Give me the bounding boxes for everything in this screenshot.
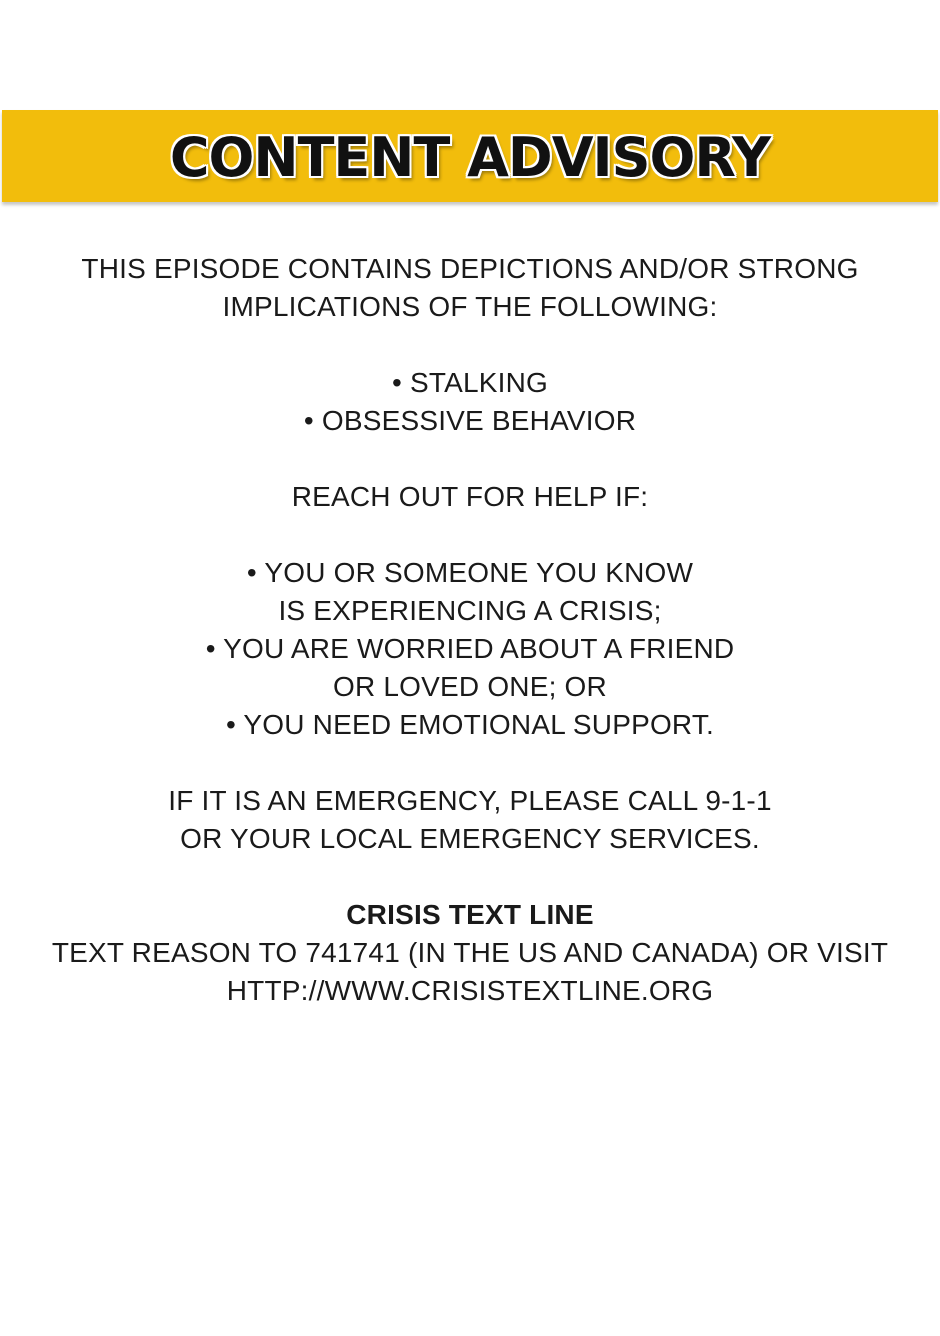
- crisis-line-url[interactable]: HTTP://WWW.CRISISTEXTLINE.ORG: [226, 975, 714, 1006]
- topic-item-obsessive-behavior: • OBSESSIVE BEHAVIOR: [303, 405, 637, 436]
- spacer: [0, 516, 940, 554]
- help-item: IS EXPERIENCING A CRISIS;: [278, 595, 662, 626]
- advisory-body: [0, 250, 940, 1010]
- help-item: • YOU NEED EMOTIONAL SUPPORT.: [225, 709, 715, 740]
- emergency-line: IF IT IS AN EMERGENCY, PLEASE CALL 9-1-1: [168, 785, 772, 816]
- topic-item-stalking: • STALKING: [392, 367, 548, 398]
- spacer: [0, 858, 940, 896]
- help-item: OR LOVED ONE; OR: [333, 671, 607, 702]
- intro-line: THIS EPISODE CONTAINS DEPICTIONS AND/OR STRONG: [81, 253, 859, 284]
- advisory-banner: [2, 110, 938, 202]
- intro-line: IMPLICATIONS OF THE FOLLOWING:: [222, 291, 718, 322]
- advisory-title: CONTENT ADVISORY: [169, 125, 771, 189]
- crisis-line-text: TEXT REASON TO 741741 (IN THE US AND CANADA) OR VISIT: [51, 937, 889, 968]
- spacer: [0, 744, 940, 782]
- spacer: [0, 440, 940, 478]
- spacer: [0, 326, 940, 364]
- crisis-line-heading: CRISIS TEXT LINE: [346, 899, 594, 930]
- emergency-line: OR YOUR LOCAL EMERGENCY SERVICES.: [180, 823, 760, 854]
- help-item: • YOU OR SOMEONE YOU KNOW: [246, 557, 694, 588]
- help-item: • YOU ARE WORRIED ABOUT A FRIEND: [205, 633, 735, 664]
- help-heading: REACH OUT FOR HELP IF:: [291, 481, 649, 512]
